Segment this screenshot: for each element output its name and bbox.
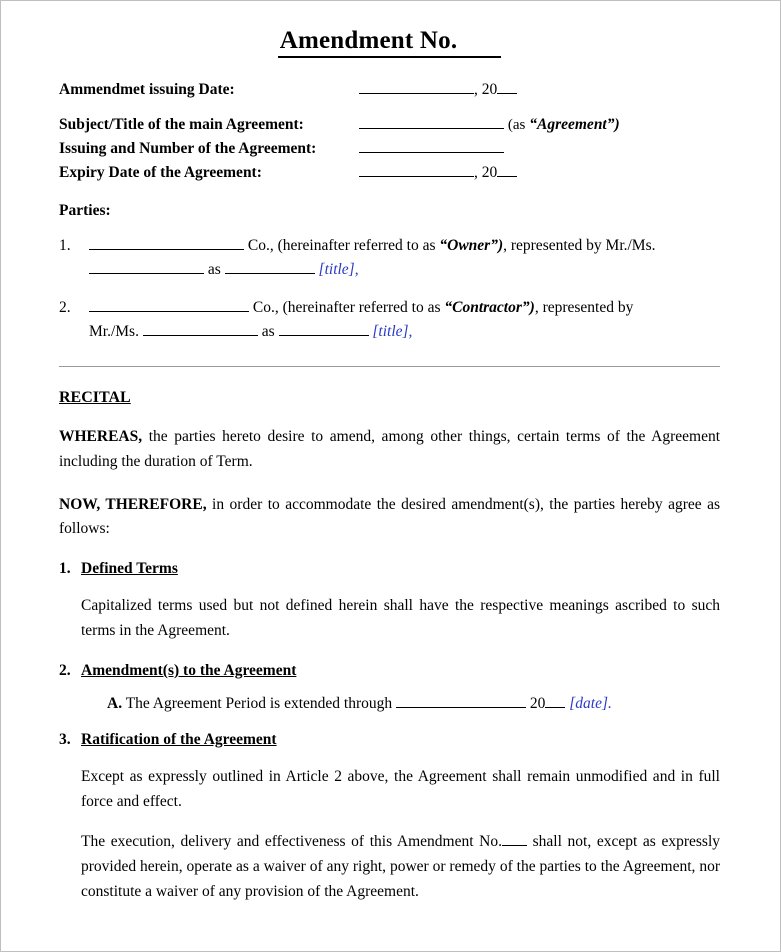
party-1-title-blank[interactable] (225, 260, 315, 274)
party-1-name-blank[interactable] (89, 236, 244, 250)
party-1-body (89, 234, 720, 282)
expiry-blank[interactable] (359, 163, 474, 177)
expiry-value (359, 163, 720, 182)
recital-now-therefore-paragraph (59, 493, 720, 543)
article-2-sub-letter: A. (107, 694, 123, 712)
article-1-number: 1. (59, 560, 71, 578)
page-title-text: Amendment No. (279, 27, 458, 54)
issuing-number-value (359, 139, 720, 158)
article-2-date-placeholder: [date]. (569, 694, 612, 712)
party-2-rep-blank[interactable] (143, 322, 258, 336)
article-2-date-blank[interactable] (396, 694, 526, 708)
party-2-term: “Contractor”) (444, 299, 535, 317)
party-1-number: 1. (59, 237, 71, 254)
subject-value (359, 115, 720, 134)
party-2-number: 2. (59, 299, 71, 317)
party-2-name-blank[interactable] (89, 298, 249, 312)
article-2-year-blank[interactable] (545, 694, 565, 708)
page-title (59, 27, 720, 58)
recital-whereas-paragraph (59, 425, 720, 475)
party-item-1 (59, 234, 720, 282)
article-2-sub-text: The Agreement Period is extended through (125, 694, 393, 712)
issuing-number-row (59, 139, 720, 158)
subject-row (59, 115, 720, 134)
subject-suffix: (as (507, 117, 526, 133)
parties-label: Parties: (59, 202, 111, 219)
article-1-heading-row (59, 560, 720, 578)
party-2-title-placeholder: [title], (372, 323, 413, 341)
article-2-number: 2. (59, 661, 71, 679)
whereas-text: the parties hereto desire to amend, among other things, certain terms of the Agreement including the duration of Term. (59, 428, 720, 470)
party-2-text-d: as (261, 323, 275, 341)
party-2-title-blank[interactable] (279, 322, 369, 336)
issuing-number-label: Issuing and Number of the Agreement: (59, 140, 317, 157)
metadata-block (59, 80, 720, 182)
article-3-body-2-a: The execution, delivery and effectiveness of this Amendment No. (81, 833, 502, 851)
now-therefore-bold: NOW, THEREFORE, (59, 495, 207, 513)
party-1-rep-blank[interactable] (89, 260, 204, 274)
issuing-date-row (59, 80, 720, 99)
issuing-date-value (359, 80, 720, 99)
issuing-date-year-blank[interactable] (497, 80, 517, 94)
article-3-heading-row (59, 731, 720, 749)
section-divider (59, 366, 720, 367)
expiry-year-blank[interactable] (497, 163, 517, 177)
subject-term: “Agreement”) (529, 116, 620, 133)
party-1-term: “Owner”) (439, 237, 504, 254)
whereas-bold: WHEREAS, (59, 428, 143, 446)
article-3-body-2-b: shall not, except as expressly provided herein, operate as a waiver of any right, power or remedy of the parties to the Agreement, nor constitute a waiver of any provision of the Agreement. (81, 833, 720, 901)
article-1-body: Capitalized terms used but not defined herein shall have the respective meanings ascribed to such terms in the Agreement. (81, 597, 720, 640)
issuing-date-label: Ammendmet issuing Date: (59, 81, 235, 98)
issuing-number-blank[interactable] (359, 139, 504, 153)
recital-heading: RECITAL (59, 389, 131, 407)
article-2-sub-a (107, 694, 720, 713)
expiry-row (59, 163, 720, 182)
subject-blank[interactable] (359, 115, 504, 129)
issuing-date-blank[interactable] (359, 80, 474, 94)
article-3-body-2 (81, 830, 720, 904)
article-1-heading: Defined Terms (81, 560, 178, 578)
article-2-heading: Amendment(s) to the Agreement (81, 661, 297, 679)
article-2-heading-row (59, 662, 720, 680)
article-3-number: 3. (59, 730, 71, 748)
party-item-2 (59, 296, 720, 344)
article-3-body-1: Except as expressly outlined in Article 2 above, the Agreement shall remain unmodified and in full force and effect. (81, 767, 720, 810)
subject-label: Subject/Title of the main Agreement: (59, 116, 304, 133)
article-3-number-blank[interactable] (502, 832, 527, 846)
expiry-suffix: , 20 (474, 164, 498, 181)
party-2-text-b: , represented by (534, 299, 634, 317)
party-1-text-a: Co., (hereinafter referred to as (247, 237, 436, 254)
issuing-date-suffix: , 20 (474, 81, 498, 98)
party-1-text-b: , represented by Mr./Ms. (503, 237, 656, 254)
party-2-text-a: Co., (hereinafter referred to as (252, 299, 441, 317)
party-1-text-c: as (207, 261, 221, 279)
party-2-text-c: Mr./Ms. (89, 323, 139, 341)
page-title-underlined (278, 27, 502, 58)
now-therefore-text: in order to accommodate the desired amendment(s), the parties hereby agree as follows: (59, 495, 720, 538)
expiry-label: Expiry Date of the Agreement: (59, 164, 262, 181)
article-2-year: 20 (529, 694, 546, 712)
party-2-body (89, 296, 720, 344)
party-1-title-placeholder: [title], (318, 261, 359, 279)
article-3-heading: Ratification of the Agreement (81, 730, 277, 748)
